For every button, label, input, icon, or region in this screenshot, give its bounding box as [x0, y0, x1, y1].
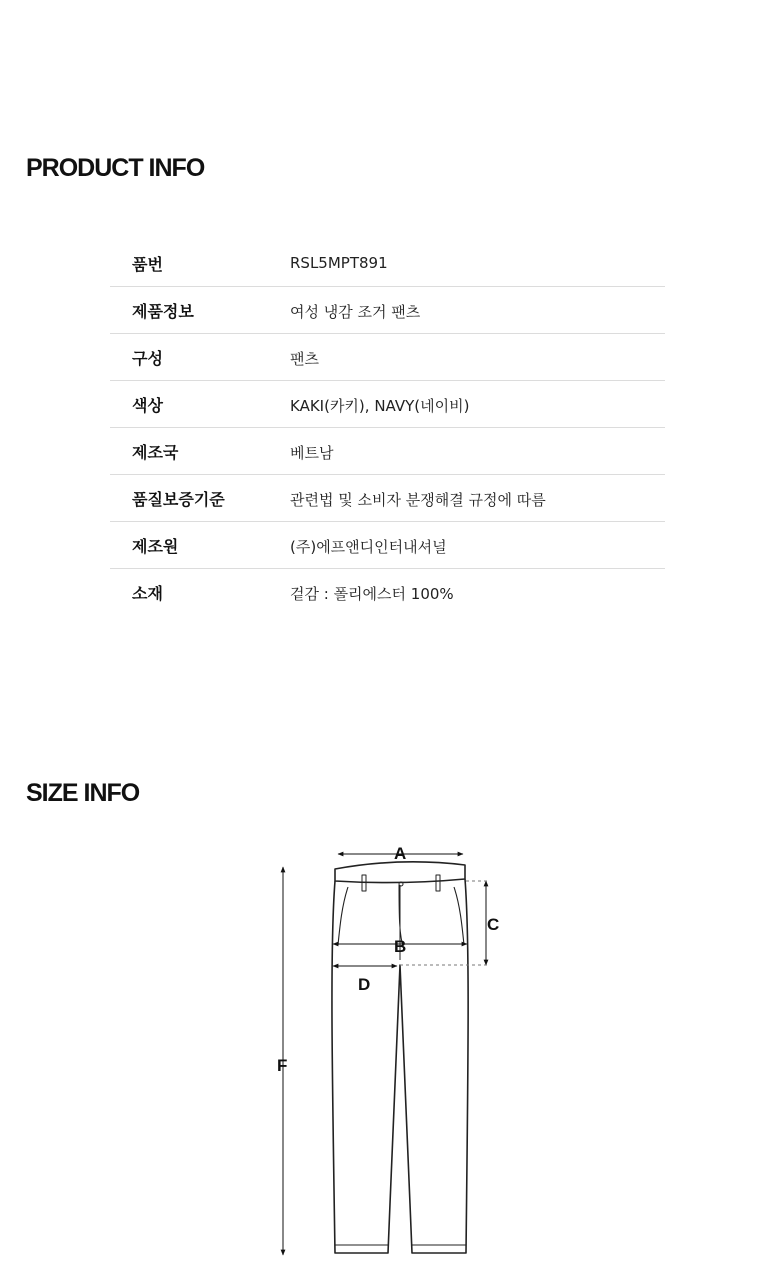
spec-label: 제품정보 [132, 302, 194, 321]
size-info-title: SIZE INFO [26, 779, 140, 807]
spec-row-composition [110, 334, 665, 381]
spec-label: 품번 [132, 255, 163, 274]
spec-value: 겉감 : 폴리에스터 100% [290, 585, 454, 603]
spec-label: 제조국 [132, 443, 179, 462]
product-info-title: PRODUCT INFO [26, 154, 205, 182]
spec-row-product-info [110, 287, 665, 334]
spec-label: 구성 [132, 349, 163, 368]
spec-value: KAKI(카키), NAVY(네이비) [290, 397, 470, 415]
spec-row-color [110, 381, 665, 428]
spec-label: 품질보증기준 [132, 490, 225, 509]
spec-label: 소재 [132, 584, 163, 603]
measurement-lines [283, 854, 490, 1255]
spec-row-quality-standard [110, 475, 665, 522]
pants-outline [332, 862, 468, 1253]
spec-row-material [110, 569, 665, 615]
product-spec-table [110, 240, 665, 615]
spec-label: 색상 [132, 396, 163, 415]
spec-value: 관련법 및 소비자 분쟁해결 규정에 따름 [290, 491, 546, 509]
label-f: F [277, 1056, 288, 1075]
spec-value: RSL5MPT891 [290, 254, 388, 272]
spec-row-manufacturer [110, 522, 665, 569]
label-a: A [394, 844, 407, 863]
label-d: D [358, 975, 371, 994]
label-c: C [487, 915, 500, 934]
spec-label: 제조원 [132, 537, 179, 556]
spec-row-item-code [110, 240, 665, 287]
spec-value: 여성 냉감 조거 팬츠 [290, 303, 421, 321]
spec-value: (주)에프앤디인터내셔널 [290, 538, 447, 556]
spec-value: 팬츠 [290, 350, 319, 368]
spec-value: 베트남 [290, 444, 334, 462]
pants-size-diagram [270, 835, 510, 1265]
label-b: B [394, 937, 407, 956]
spec-row-country [110, 428, 665, 475]
